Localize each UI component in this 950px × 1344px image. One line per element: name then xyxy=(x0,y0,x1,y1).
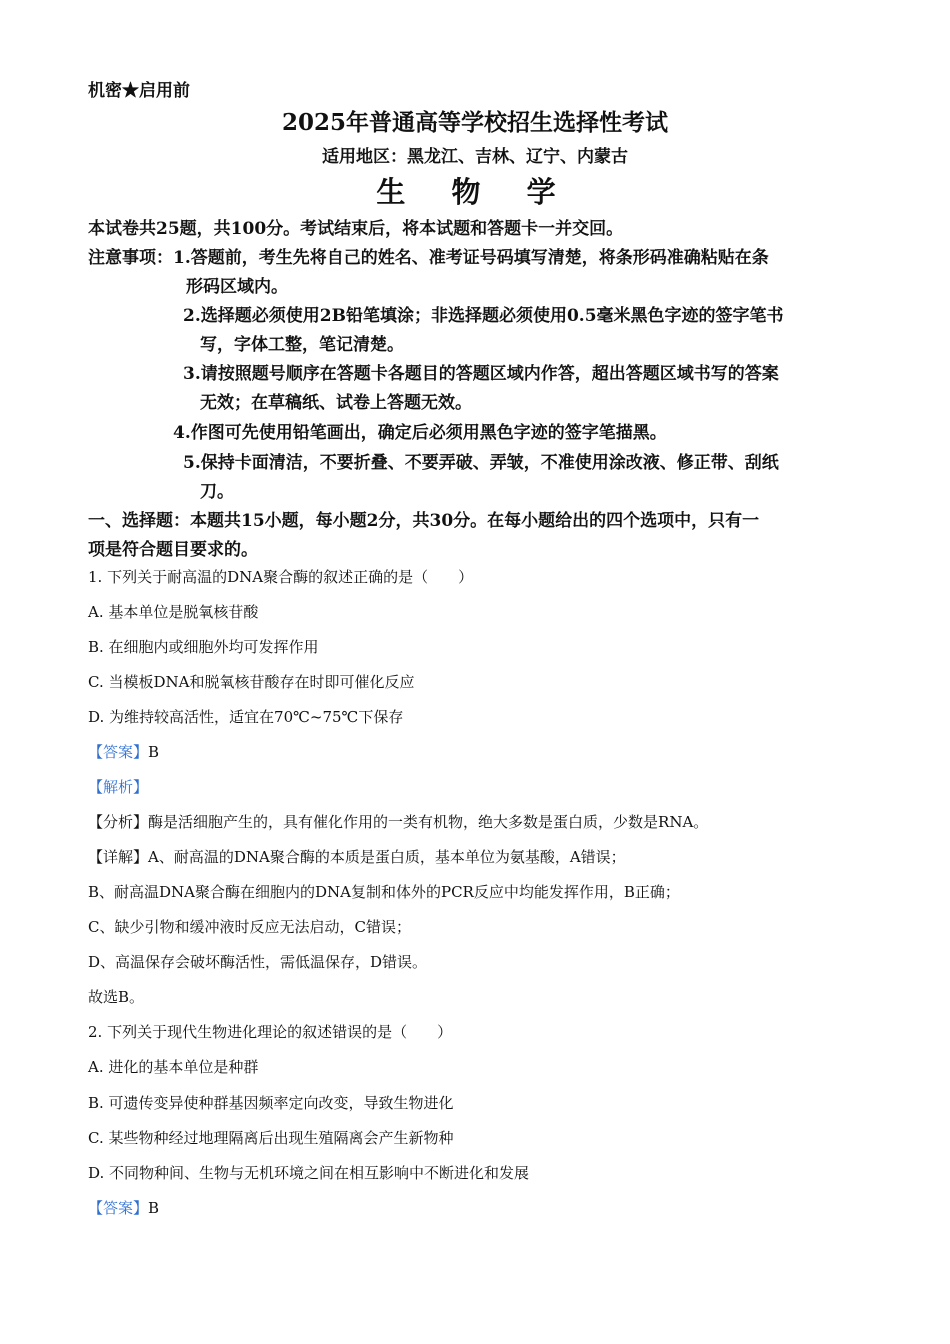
fenxi-text: 酶是活细胞产生的，具有催化作用的一类有机物，绝大多数是蛋白质，少数是RNA。 xyxy=(148,813,709,831)
q1-explanation-d: D、高温保存会破坏酶活性，需低温保存，D错误。 xyxy=(88,953,428,971)
note-5: 5.保持卡面清洁，不要折叠、不要弄破、弄皱，不准使用涂改液、修正带、刮纸 xyxy=(183,453,779,473)
answer-tag: 【答案】 xyxy=(88,743,149,761)
xiangjie-text: A、耐高温的DNA聚合酶的本质是蛋白质，基本单位为氨基酸，A错误； xyxy=(148,848,626,866)
note-2: 2.选择题必须使用2B铅笔填涂；非选择题必须使用0.5毫米黑色字迹的签字笔书 xyxy=(183,306,784,326)
q1-answer xyxy=(88,741,159,762)
notes-label: 注意事项： xyxy=(88,248,173,268)
q1-option-c: C. 当模板DNA和脱氧核苷酸存在时即可催化反应 xyxy=(88,673,415,691)
answer-value: B xyxy=(148,743,160,761)
confidential-mark: 机密★启用前 xyxy=(88,81,190,101)
q1-xiangjie xyxy=(88,846,626,867)
note-5-cont: 刀。 xyxy=(200,482,234,502)
question-2-stem: 2. 下列关于现代生物进化理论的叙述错误的是（ ） xyxy=(88,1023,453,1041)
note-3: 3.请按照题号顺序在答题卡各题目的答题区域内作答，超出答题区域书写的答案 xyxy=(183,364,779,384)
section-heading-cont: 项是符合题目要求的。 xyxy=(88,540,258,560)
q1-option-a: A. 基本单位是脱氧核苷酸 xyxy=(88,603,259,621)
q2-option-b: B. 可遗传变异使种群基因频率定向改变，导致生物进化 xyxy=(88,1094,454,1112)
q1-explanation-b: B、耐高温DNA聚合酶在细胞内的DNA复制和体外的PCR反应中均能发挥作用，B正确； xyxy=(88,883,680,901)
applicable-regions: 适用地区：黑龙江、吉林、辽宁、内蒙古 xyxy=(322,147,628,167)
q1-conclusion: 故选B。 xyxy=(88,988,145,1006)
fenxi-tag: 【分析】 xyxy=(88,813,149,831)
note-1-cont: 形码区域内。 xyxy=(186,277,288,297)
note-3-cont: 无效；在草稿纸、试卷上答题无效。 xyxy=(200,393,472,413)
q1-option-b: B. 在细胞内或细胞外均可发挥作用 xyxy=(88,638,319,656)
answer-value: B xyxy=(148,1199,160,1217)
exam-title: 2025年普通高等学校招生选择性考试 xyxy=(281,109,668,136)
question-1-stem: 1. 下列关于耐高温的DNA聚合酶的叙述正确的是（ ） xyxy=(88,568,474,586)
q1-fenxi xyxy=(88,811,708,832)
section-heading: 一、选择题：本题共15小题，每小题2分，共30分。在每小题给出的四个选项中，只有一 xyxy=(88,511,760,531)
xiangjie-tag: 【详解】 xyxy=(88,848,149,866)
q2-option-a: A. 进化的基本单位是种群 xyxy=(88,1058,259,1076)
q2-option-d: D. 不同物种间、生物与无机环境之间在相互影响中不断进化和发展 xyxy=(88,1164,530,1182)
q1-option-d: D. 为维持较高活性，适宜在70℃~75℃下保存 xyxy=(88,708,404,726)
exam-summary: 本试卷共25题，共100分。考试结束后，将本试题和答题卡一并交回。 xyxy=(88,219,624,239)
notes-line-1 xyxy=(88,243,769,268)
answer-tag: 【答案】 xyxy=(88,1199,149,1217)
note-2-cont: 写，字体工整，笔记清楚。 xyxy=(200,335,404,355)
q1-explanation-c: C、缺少引物和缓冲液时反应无法启动，C错误； xyxy=(88,918,411,936)
q1-analysis-tag: 【解析】 xyxy=(88,778,149,796)
note-4: 4.作图可先使用铅笔画出，确定后必须用黑色字迹的签字笔描黑。 xyxy=(173,423,667,443)
q2-option-c: C. 某些物种经过地理隔离后出现生殖隔离会产生新物种 xyxy=(88,1129,454,1147)
note-1: 1.答题前，考生先将自己的姓名、准考证号码填写清楚，将条形码准确粘贴在条 xyxy=(173,248,769,268)
q2-answer xyxy=(88,1197,159,1218)
subject-title: 生 物 学 xyxy=(376,175,574,209)
